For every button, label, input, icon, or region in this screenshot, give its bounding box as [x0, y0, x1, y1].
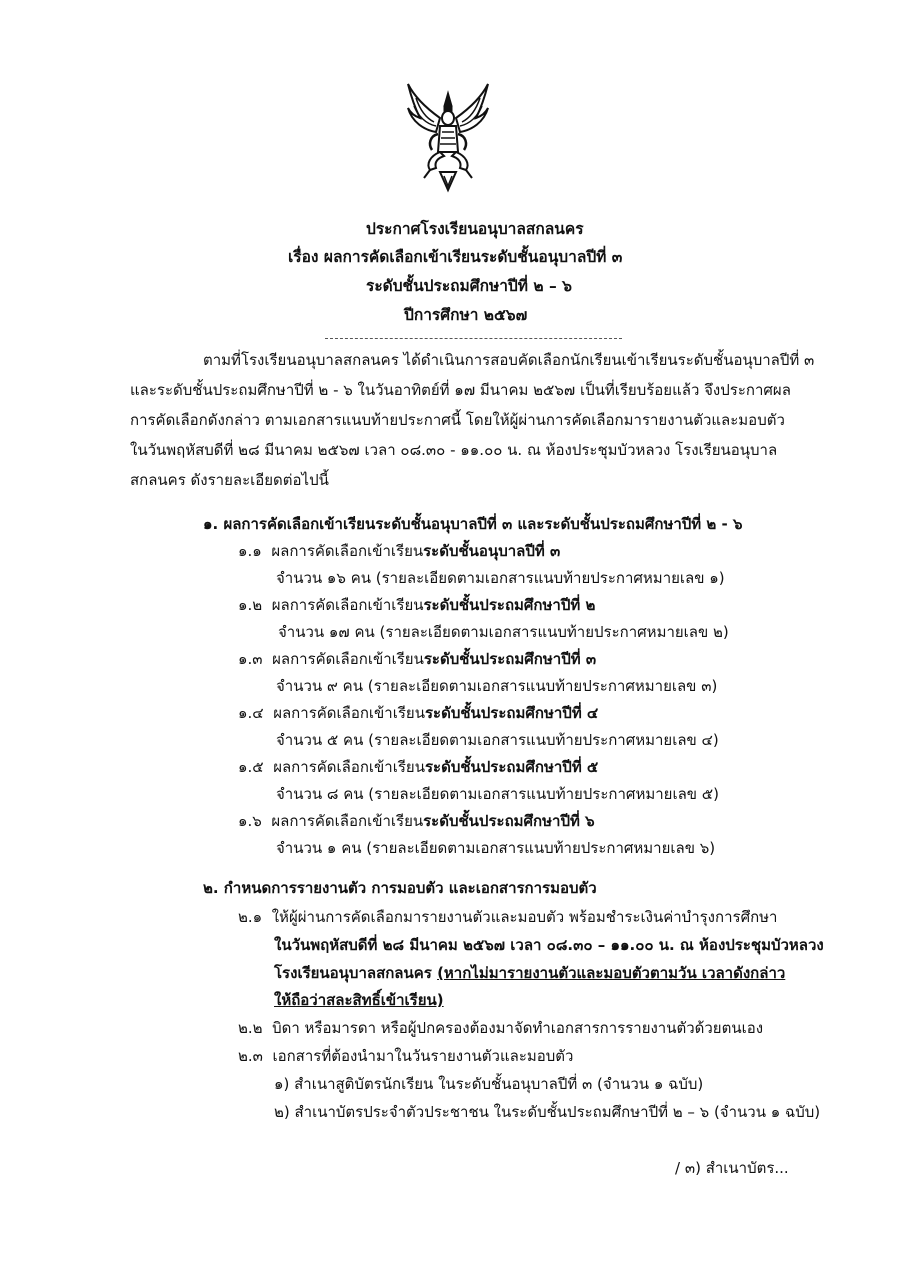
item-number: ๑.๑: [238, 542, 262, 560]
item-prefix: ผลการคัดเลือกเข้าเรียน: [273, 758, 425, 776]
item-text: ให้ผู้ผ่านการคัดเลือกมารายงานตัวและมอบตัว พร้อมชำระเงินค่าบำรุงการศึกษา: [271, 908, 778, 926]
section-2-heading: ๒. กำหนดการรายงานตัว การมอบตัว และเอกสารการมอบตัว: [203, 879, 597, 897]
academic-year: ปีการศึกษา ๒๕๖๗: [404, 306, 528, 324]
item-prefix: ผลการคัดเลือกเข้าเรียน: [271, 596, 424, 614]
item-prefix: ผลการคัดเลือกเข้าเรียน: [271, 812, 424, 830]
garuda-emblem-icon: [406, 78, 490, 198]
item-number: ๑.๓: [238, 650, 263, 668]
item-prefix: ผลการคัดเลือกเข้าเรียน: [272, 650, 424, 668]
item-number: ๒.๓: [238, 1047, 263, 1065]
item-2-1-line-3: [274, 963, 785, 983]
item-count: จำนวน ๙ คน (รายละเอียดตามเอกสารแนบท้ายประกาศหมายเลข ๓): [276, 677, 718, 695]
item-level: ระดับชั้นอนุบาลปีที่ ๓: [423, 542, 561, 560]
item-level: ระดับชั้นประถมศึกษาปีที่ ๕: [424, 758, 599, 776]
item-prefix: ผลการคัดเลือกเข้าเรียน: [271, 542, 424, 560]
item-2-1-line-2: ในวันพฤหัสบดีที่ ๒๘ มีนาคม ๒๕๖๗ เวลา ๐๘.๓๐ – ๑๑.๐๐ น. ณ ห้องประชุมบัวหลวง: [274, 936, 824, 954]
announcement-levels: ระดับชั้นประถมศึกษาปีที่ ๒ – ๖: [366, 277, 572, 295]
item-level: ระดับชั้นประถมศึกษาปีที่ ๒: [423, 596, 596, 614]
intro-line-3: การคัดเลือกดังกล่าว ตามเอกสารแนบท้ายประกาศนี้ โดยให้ผู้ผ่านการคัดเลือกมารายงานตัวและมอบตัว: [130, 411, 785, 429]
item-level: ระดับชั้นประถมศึกษาปีที่ ๓: [423, 650, 597, 668]
item-prefix: ผลการคัดเลือกเข้าเรียน: [273, 704, 425, 722]
school-name: โรงเรียนอนุบาลสกลนคร: [274, 964, 438, 982]
item-2-1-line-4: ให้ถือว่าสละสิทธิ์เข้าเรียน): [274, 991, 444, 1009]
item-number: ๒.๒: [238, 1019, 263, 1037]
item-level: ระดับชั้นประถมศึกษาปีที่ ๖: [423, 812, 595, 830]
intro-line-5: สกลนคร ดังรายละเอียดต่อไปนี้: [130, 471, 329, 489]
item-2-1-line-1: [238, 907, 777, 927]
item-text: เอกสารที่ต้องนำมาในวันรายงานตัวและมอบตัว: [272, 1047, 574, 1065]
announcement-subject: เรื่อง ผลการคัดเลือกเข้าเรียนระดับชั้นอนุบาลปีที่ ๓: [288, 248, 623, 266]
item-count: จำนวน ๑๖ คน (รายละเอียดตามเอกสารแนบท้ายประกาศหมายเลข ๑): [276, 569, 725, 587]
intro-line-1: ตามที่โรงเรียนอนุบาลสกลนคร ได้ดำเนินการสอบคัดเลือกนักเรียนเข้าเรียนระดับชั้นอนุบาลปีที่ ๓: [203, 351, 815, 369]
item-number: ๑.๕: [238, 758, 264, 776]
title-divider: [325, 338, 622, 339]
item-count: จำนวน ๘ คน (รายละเอียดตามเอกสารแนบท้ายประกาศหมายเลข ๕): [276, 785, 719, 803]
item-2-3: [238, 1046, 573, 1066]
item-2-2: [238, 1018, 763, 1038]
item-text: บิดา หรือมารดา หรือผู้ปกครองต้องมาจัดทำเอกสารการรายงานตัวด้วยตนเอง: [272, 1019, 764, 1037]
item-level: ระดับชั้นประถมศึกษาปีที่ ๔: [424, 704, 599, 722]
item-number: ๑.๒: [238, 596, 263, 614]
section-1-heading: ๑. ผลการคัดเลือกเข้าเรียนระดับชั้นอนุบาลปีที่ ๓ และระดับชั้นประถมศึกษาปีที่ ๒ - ๖: [203, 515, 743, 533]
item-number: ๒.๑: [238, 908, 263, 926]
item-count: จำนวน ๑ คน (รายละเอียดตามเอกสารแนบท้ายประกาศหมายเลข ๖): [276, 839, 716, 857]
item-count: จำนวน ๕ คน (รายละเอียดตามเอกสารแนบท้ายประกาศหมายเลข ๔): [276, 731, 719, 749]
announcement-title: ประกาศโรงเรียนอนุบาลสกลนคร: [366, 220, 584, 238]
item-count: จำนวน ๑๗ คน (รายละเอียดตามเอกสารแนบท้ายประกาศหมายเลข ๒): [278, 623, 729, 641]
item-number: ๑.๔: [238, 704, 264, 722]
forfeit-warning: (หากไม่มารายงานตัวและมอบตัวตามวัน เวลาดังกล่าว: [437, 964, 786, 982]
continued-marker: / ๓) สำเนาบัตร...: [675, 1159, 789, 1177]
document-item-2: ๒) สำเนาบัตรประจำตัวประชาชน ในระดับชั้นประถมศึกษาปีที่ ๒ – ๖ (จำนวน ๑ ฉบับ): [274, 1103, 821, 1121]
intro-line-2: และระดับชั้นประถมศึกษาปีที่ ๒ - ๖ ในวันอาทิตย์ที่ ๑๗ มีนาคม ๒๕๖๗ เป็นที่เรียบร้อยแล้ว จึงประกาศผล: [130, 381, 791, 399]
document-item-1: ๑) สำเนาสูติบัตรนักเรียน ในระดับชั้นอนุบาลปีที่ ๓ (จำนวน ๑ ฉบับ): [274, 1075, 704, 1093]
item-number: ๑.๖: [238, 812, 262, 830]
intro-line-4: ในวันพฤหัสบดีที่ ๒๘ มีนาคม ๒๕๖๗ เวลา ๐๘.๓๐ - ๑๑.๐๐ น. ณ ห้องประชุมบัวหลวง โรงเรียนอนุบาล: [130, 441, 778, 459]
